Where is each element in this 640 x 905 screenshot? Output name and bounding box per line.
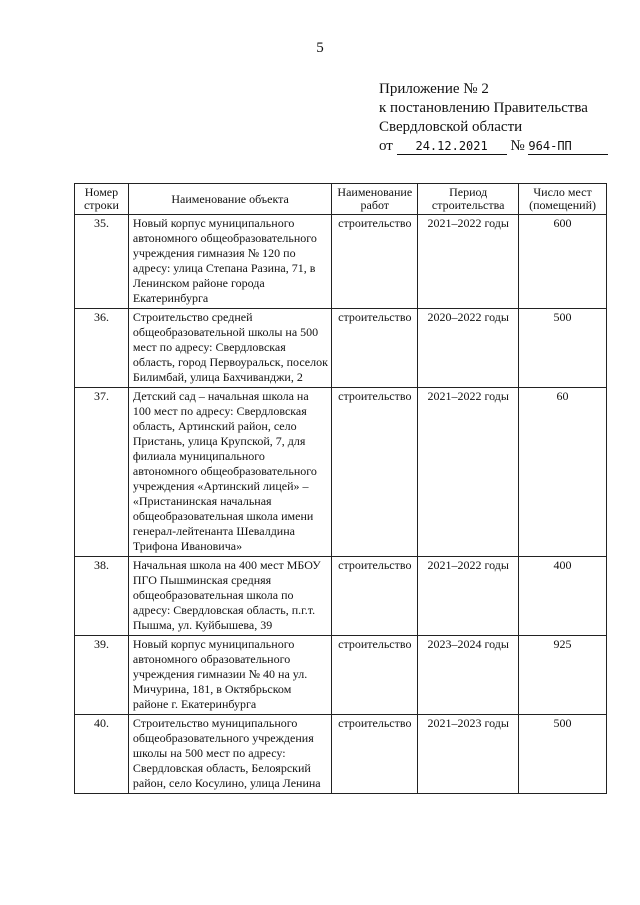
- table-header-row: [75, 184, 607, 215]
- row-number: 38.: [75, 557, 129, 636]
- appendix-date-line: [379, 137, 608, 156]
- number-prefix: №: [510, 138, 525, 154]
- object-name: Строительство средней общеобразовательной школы на 500 мест по адресу: Свердловская область, город Первоуральск, поселок Билимбай, улица Бахчиванджи, 2: [128, 309, 331, 388]
- header-object-name: Наименование объекта: [128, 184, 331, 215]
- object-name: Начальная школа на 400 мест МБОУ ПГО Пышминская средняя общеобразовательная школа по адресу: Свердловская область, п.г.т. Пышма, ул. Куйбышева, 39: [128, 557, 331, 636]
- appendix-region-line: Свердловской области: [379, 119, 523, 135]
- header-places-count: Число мест (помещений): [519, 184, 607, 215]
- table-row: [75, 636, 607, 715]
- construction-period: 2020–2022 годы: [418, 309, 519, 388]
- resolution-number: 964-ПП: [528, 139, 608, 155]
- construction-period: 2021–2022 годы: [418, 388, 519, 557]
- work-name: строительство: [332, 715, 418, 794]
- appendix-header: [379, 80, 608, 156]
- header-work-name: Наименование работ: [332, 184, 418, 215]
- object-name: Новый корпус муниципального автономного образовательного учреждения гимназии № 40 на ул. Мичурина, 181, в Октябрьском районе г. Екатеринбурга: [128, 636, 331, 715]
- construction-period: 2023–2024 годы: [418, 636, 519, 715]
- places-count: 400: [519, 557, 607, 636]
- work-name: строительство: [332, 636, 418, 715]
- page-number: 5: [316, 40, 324, 56]
- table-row: [75, 388, 607, 557]
- places-count: 500: [519, 715, 607, 794]
- object-name: Детский сад – начальная школа на 100 мест по адресу: Свердловская область, Артинский район, село Пристань, улица Крупской, 7, для филиала муниципального автономного общеобразовательного учреждения «Артинский лицей» – «Пристанинская начальная общеобразовательная школа имени генерал-лейтенанта Шевалдина Трифона Ивановича»: [128, 388, 331, 557]
- date-prefix: от: [379, 138, 393, 154]
- resolution-date: 24.12.2021: [397, 139, 507, 155]
- places-count: 925: [519, 636, 607, 715]
- table-row: [75, 715, 607, 794]
- header-construction-period: Период строительства: [418, 184, 519, 215]
- row-number: 36.: [75, 309, 129, 388]
- table-row: [75, 215, 607, 309]
- work-name: строительство: [332, 388, 418, 557]
- construction-period: 2021–2023 годы: [418, 715, 519, 794]
- table-row: [75, 557, 607, 636]
- table-row: [75, 309, 607, 388]
- work-name: строительство: [332, 309, 418, 388]
- object-name: Новый корпус муниципального автономного общеобразовательного учреждения гимназия № 120 по адресу: улица Степана Разина, 71, в Ленинском районе города Екатеринбурга: [128, 215, 331, 309]
- appendix-title: Приложение № 2: [379, 81, 489, 97]
- places-count: 60: [519, 388, 607, 557]
- header-row-number: Номер строки: [75, 184, 129, 215]
- object-name: Строительство муниципального общеобразовательного учреждения школы на 500 мест по адресу: Свердловская область, Белоярский район, село Косулино, улица Ленина: [128, 715, 331, 794]
- row-number: 39.: [75, 636, 129, 715]
- row-number: 37.: [75, 388, 129, 557]
- work-name: строительство: [332, 215, 418, 309]
- construction-period: 2021–2022 годы: [418, 215, 519, 309]
- appendix-resolution-line: к постановлению Правительства: [379, 100, 588, 116]
- places-count: 500: [519, 309, 607, 388]
- objects-table: [74, 183, 607, 794]
- work-name: строительство: [332, 557, 418, 636]
- places-count: 600: [519, 215, 607, 309]
- construction-period: 2021–2022 годы: [418, 557, 519, 636]
- row-number: 40.: [75, 715, 129, 794]
- row-number: 35.: [75, 215, 129, 309]
